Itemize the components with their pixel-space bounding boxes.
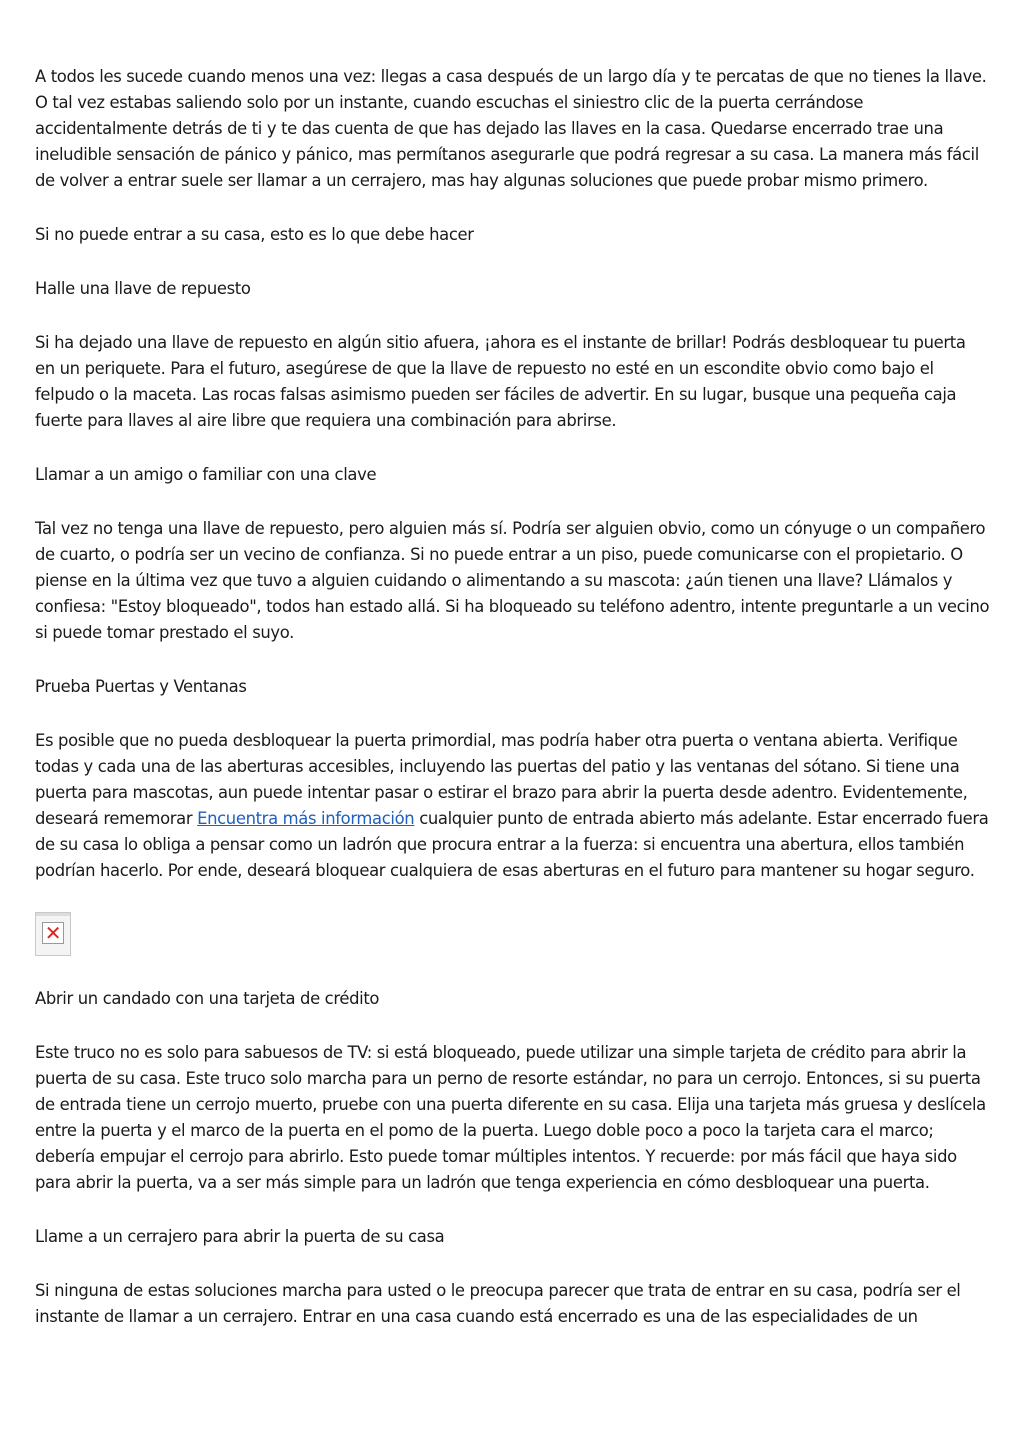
section-heading-locked-out: Si no puede entrar a su casa, esto es lo que debe hacer	[35, 225, 474, 244]
section-heading-locksmith: Llame a un cerrajero para abrir la puerta de su casa	[35, 1227, 445, 1246]
section-heading-doors-windows: Prueba Puertas y Ventanas	[35, 677, 247, 696]
document-body	[35, 64, 990, 1358]
doors-windows-text-before: Es posible que no pueda desbloquear la puerta primordial, mas podría haber otra puerta o ventana abierta. Verifique todas y cada una de las aberturas accesibles, incluyendo las puertas del patio y las ventanas del sótano. Si tiene una puerta para mascotas, aun puede intentar pasar o estirar el brazo para abrir la puerta desde adentro. Evidentemente, deseará rememorar	[35, 731, 968, 828]
close-x-icon: ✕	[44, 921, 62, 945]
locksmith-paragraph: Si ninguna de estas soluciones marcha para usted o le preocupa parecer que trata de entrar en su casa, podría ser el instante de llamar a un cerrajero. Entrar en una casa cuando está encerrado es una de las especialidades de un	[35, 1281, 961, 1326]
more-info-link[interactable]: Encuentra más información	[197, 809, 415, 828]
doors-windows-paragraph	[35, 728, 990, 884]
doors-windows-text-after: cualquier punto de entrada abierto más adelante. Estar encerrado fuera de su casa lo obliga a pensar como un ladrón que procura entrar a la fuerza: si encuentra una abertura, ellos también podrían hacerlo. Por ende, deseará bloquear cualquiera de esas aberturas en el futuro para mantener su hogar seguro.	[35, 809, 989, 880]
broken-image-icon	[35, 912, 71, 956]
broken-image-frame-top	[36, 913, 70, 916]
intro-paragraph: A todos les sucede cuando menos una vez: llegas a casa después de un largo día y te percatas de que no tienes la llave. O tal vez estabas saliendo solo por un instante, cuando escuchas el siniestro clic de la puerta cerrándose accidentalmente detrás de ti y te das cuenta de que has dejado las llaves en la casa. Quedarse encerrado trae una ineludible sensación de pánico y pánico, mas permítanos asegurarle que podrá regresar a su casa. La manera más fácil de volver a entrar suele ser llamar a un cerrajero, mas hay algunas soluciones que puede probar mismo primero.	[35, 67, 987, 190]
broken-image-box	[42, 922, 64, 944]
call-friend-paragraph: Tal vez no tenga una llave de repuesto, pero alguien más sí. Podría ser alguien obvio, como un cónyuge o un compañero de cuarto, o podría ser un vecino de confianza. Si no puede entrar a un piso, puede comunicarse con el propietario. O piense en la última vez que tuvo a alguien cuidando o alimentando a su mascota: ¿aún tienen una llave? Llámalos y confiesa: "Estoy bloqueado", todos han estado allá. Si ha bloqueado su teléfono adentro, intente preguntarle a un vecino si puede tomar prestado el suyo.	[35, 519, 990, 642]
section-heading-call-friend: Llamar a un amigo o familiar con una clave	[35, 465, 377, 484]
section-heading-spare-key: Halle una llave de repuesto	[35, 279, 251, 298]
credit-card-paragraph: Este truco no es solo para sabuesos de TV: si está bloqueado, puede utilizar una simple tarjeta de crédito para abrir la puerta de su casa. Este truco solo marcha para un perno de resorte estándar, no para un cerrojo. Entonces, si su puerta de entrada tiene un cerrojo muerto, pruebe con una puerta diferente en su casa. Elija una tarjeta más gruesa y deslícela entre la puerta y el marco de la puerta en el pomo de la puerta. Luego doble poco a poco la tarjeta cara el marco; debería empujar el cerrojo para abrirlo. Esto puede tomar múltiples intentos. Y recuerde: por más fácil que haya sido para abrir la puerta, va a ser más simple para un ladrón que tenga experiencia en cómo desbloquear una puerta.	[35, 1043, 986, 1192]
spare-key-paragraph: Si ha dejado una llave de repuesto en algún sitio afuera, ¡ahora es el instante de brillar! Podrás desbloquear tu puerta en un periquete. Para el futuro, asegúrese de que la llave de repuesto no esté en un escondite obvio como bajo el felpudo o la maceta. Las rocas falsas asimismo pueden ser fáciles de advertir. En su lugar, busque una pequeña caja fuerte para llaves al aire libre que requiera una combinación para abrirse.	[35, 333, 966, 430]
section-heading-credit-card: Abrir un candado con una tarjeta de crédito	[35, 989, 380, 1008]
